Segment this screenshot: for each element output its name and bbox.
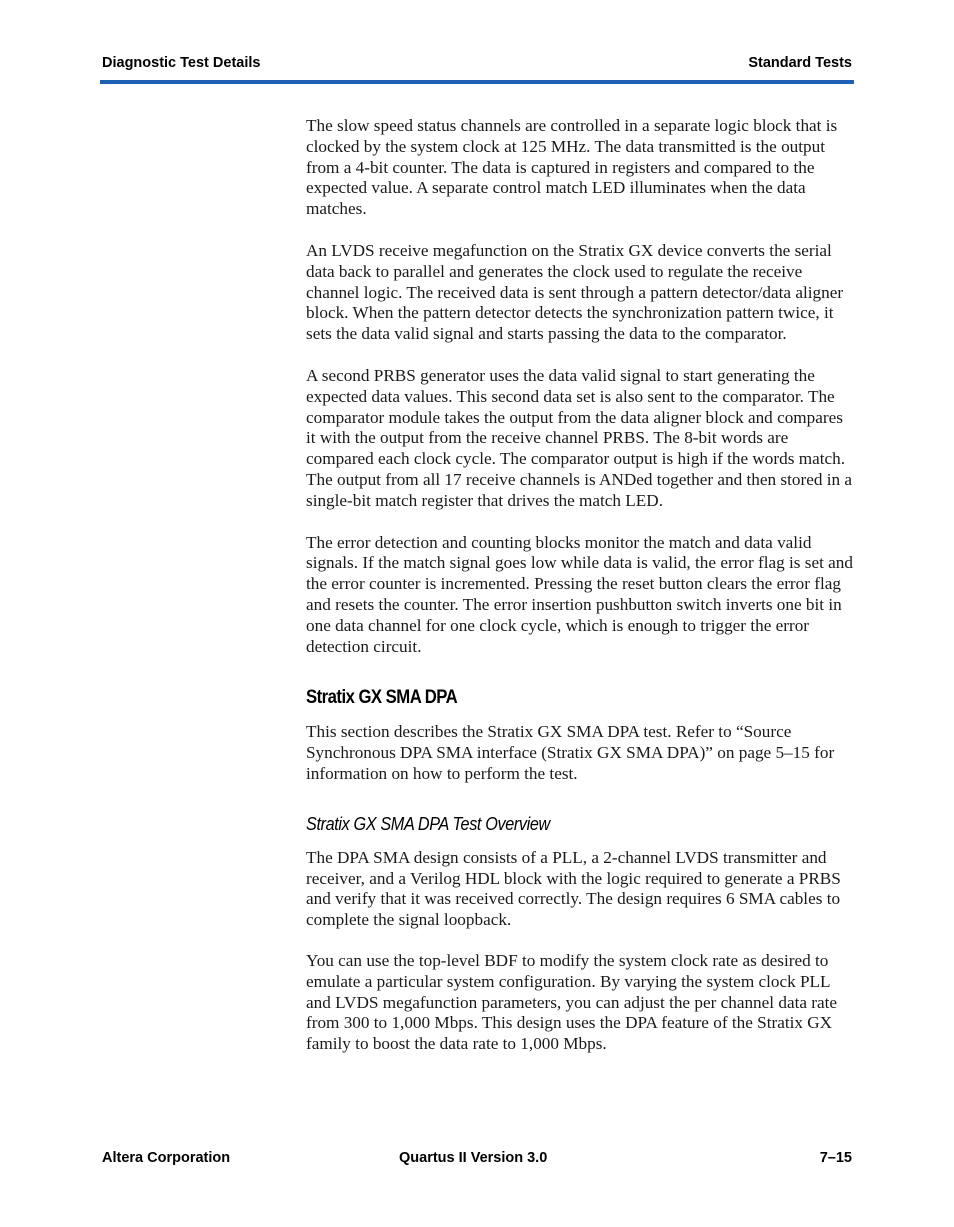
page-header [102,55,852,75]
footer-company: Altera Corporation [102,1150,231,1166]
paragraph-prbs-generator: A second PRBS generator uses the data valid signal to start generating the expected data values. This second data set is also sent to the comparator. The comparator module takes the output from the data aligner block and compares it with the output from the receive channel PRBS. The 8-bit words are compared each clock cycle. The comparator output is high if the words match. The output from all 17 receive channels is ANDed together and then stored in a single-bit match register that drives the match LED. [306,365,853,510]
footer-page-number: 7–15 [819,1150,852,1166]
section-heading: Stratix GX SMA DPA [306,687,458,709]
header-chapter-title: Diagnostic Test Details [102,55,261,71]
paragraph-top-level-bdf: You can use the top-level BDF to modify the system clock rate as desired to emulate a particular system configuration. By varying the system clock PLL and LVDS megafunction parameters, you can adjust the per channel data rate from 300 to 1,000 Mbps. This design uses the DPA feature of the Stratix GX family to boost the data rate to 1,000 Mbps. [306,950,838,1054]
header-rule [100,80,854,84]
paragraph-error-detection: The error detection and counting blocks monitor the match and data valid signals. If the match signal goes low while data is valid, the error flag is set and the error counter is incremented. Pressing the reset button clears the error flag and resets the counter. The error insertion pushbutton switch inverts one bit in one data channel for one clock cycle, which is enough to trigger the error detection circuit. [306,532,853,656]
paragraph-lvds-receive: An LVDS receive megafunction on the Stratix GX device converts the serial data back to parallel and generates the clock used to regulate the receive channel logic. The received data is sent through a pattern detector/data aligner block. When the pattern detector detects the synchronization pattern twice, it sets the data valid signal and starts passing the data to the comparator. [306,240,844,344]
paragraph-dpa-sma-design: The DPA SMA design consists of a PLL, a 2-channel LVDS transmitter and receiver, and a Verilog HDL block with the logic required to generate a PRBS and verify that it was received correctly. The design requires 6 SMA cables to complete the signal loopback. [306,847,841,930]
paragraph-section-intro: This section describes the Stratix GX SMA DPA test. Refer to “Source Synchronous DPA SMA interface (Stratix GX SMA DPA)” on page 5–15 for information on how to perform the test. [306,722,835,783]
paragraph-slow-speed-status: The slow speed status channels are controlled in a separate logic block that is clocked by the system clock at 125 MHz. The data transmitted is the output from a 4-bit counter. The data is captured in registers and compared to the expected value. A separate control match LED illuminates when the data matches. [306,116,838,219]
header-section-title: Standard Tests [748,55,852,71]
page-content [306,116,854,1055]
footer-version: Quartus II Version 3.0 [399,1150,548,1166]
page-footer [102,1150,852,1170]
subsection-heading: Stratix GX SMA DPA Test Overview [306,813,550,834]
